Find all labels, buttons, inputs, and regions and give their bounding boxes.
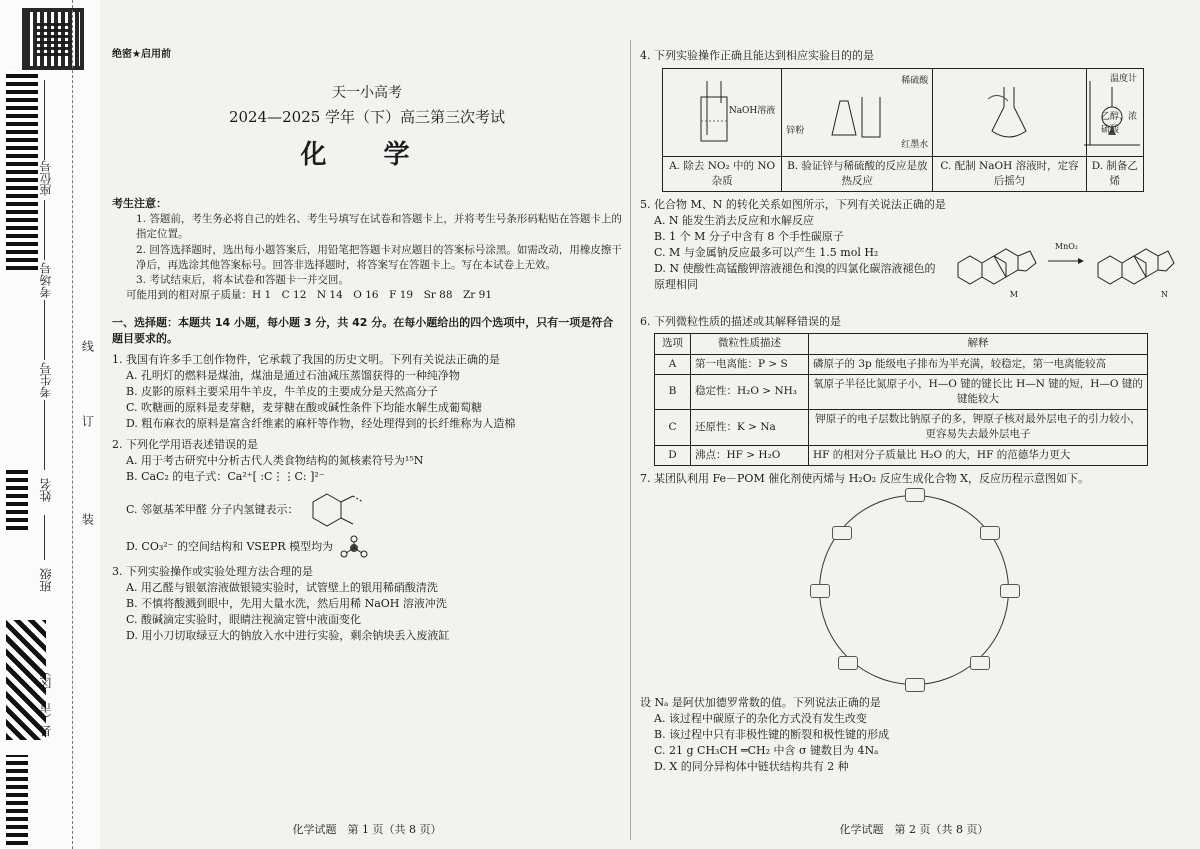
cut-line [72, 0, 73, 849]
flask-u-tube-icon [822, 77, 892, 149]
question-2: 2. 下列化学用语表述错误的是 A. 用于考古研究中分析古代人类食物结构的氮核素符号为¹⁵N B. CaC₂ 的电子式：Ca²⁺[ :C⋮⋮C: ]²⁻ C. 邻氨基苯甲醛 分子内氢键表示： D. CO₃²⁻ 的空间结构和 VSEPR 模型均为 [112, 437, 622, 559]
trigonal-planar-model-icon [339, 535, 369, 559]
catalyst-node-icon [905, 678, 925, 692]
cut-mark: 订 [80, 415, 95, 427]
notice-title: 考生注意： [112, 197, 167, 211]
page-footer: 化学试题 第 2 页（共 8 页） [839, 823, 989, 837]
reaction-cycle-diagram [819, 495, 1009, 685]
notice-item: 2. 回答选择题时，选出每小题答案后，用铅笔把答题卡对应题目的答案标号涂黑。如需改动，用橡皮擦干净后，再选涂其他答案标号。回答非选择题时，将答案写在答题卡上。写在本试卷上无效。 [136, 243, 622, 271]
table-row: A 第一电离能：P > S 磷原子的 3p 能级电子排布为半充满，较稳定，第一电离能较高 [655, 354, 1148, 374]
barcode-stripe [6, 470, 28, 530]
question-1: 1. 我国有许多手工创作物件，它承载了我国的历史文明。下列有关说法正确的是 A. 孔明灯的燃料是煤油，煤油是通过石油减压蒸馏获得的一种纯净物 B. 皮影的原料主要采用牛羊皮，牛羊皮的主要成分是天然高分子 C. 吹糖画的原料是麦芽糖，麦芽糖在酸或碱性条件下均能水解生成葡萄糖 D. 粗布麻衣的原料是富含纤维素的麻杆等作物，经处理得到的长纤维称为人造棉 [112, 353, 516, 431]
page-left [112, 48, 622, 838]
section-heading: 一、选择题：本题共 14 小题，每小题 3 分，共 42 分。在每小题给出的四个选项中，只有一项是符合题目要求的。 [112, 316, 614, 346]
exam-title: 2024—2025 学年（下）高三第三次考试 [228, 107, 506, 126]
field-county: 县（市、区） [39, 665, 53, 737]
hydrogen-bond-structure-icon [307, 488, 367, 532]
field-seat: 座位号 [39, 160, 53, 196]
barcode-stripe [6, 70, 38, 270]
catalyst-node-icon [905, 488, 925, 502]
field-number: 考生号 [39, 362, 53, 398]
catalyst-node-icon [810, 584, 830, 598]
field-room: 考场号 [39, 262, 53, 298]
notice-block [112, 196, 622, 303]
exam-org: 天一小高考 [332, 84, 402, 101]
question-3: 3. 下列实验操作或实验处理方法合理的是 A. 用乙醛与银氨溶液做银镜实验时，试管壁上的银用稀硝酸清洗 B. 不慎将酸溅到眼中，先用大量水洗，然后用稀 NaOH 溶液冲洗 C. 酸碱滴定实验时，眼睛注视滴定管中液面变化 D. 用小刀切取绿豆大的钠放入水中进行实验，剩余钠块丢入废液缸 [112, 564, 450, 642]
notice-item: 1. 答题前，考生务必将自己的姓名、考生号填写在试卷和答题卡上，并将考生号条形码粘贴在答题卡上的指定位置。 [136, 213, 622, 241]
catalyst-node-icon [832, 526, 852, 540]
volumetric-flask-hand-icon [974, 77, 1044, 149]
catalyst-node-icon [1000, 584, 1020, 598]
qr-code-icon [22, 8, 84, 70]
table-row: D 沸点：HF > H₂O HF 的相对分子质量比 H₂O 的大，HF 的范德华力更大 [655, 445, 1148, 465]
steroid-structure-icon [948, 213, 1178, 293]
table-row: C 还原性：K > Na 钾原子的电子层数比钠原子的多，钾原子核对最外层电子的引力较小，更容易失去最外层电子 [655, 410, 1148, 445]
question-4: 4. 下列实验操作正确且能达到相应实验目的的是 NaOH溶液 稀硫酸 锌粉 红墨水 温度计 乙醇、浓硫酸 A. 除去 NO₂ 中的 NO 杂质 B. 验证锌与稀硫酸的反应是放热反应 C. 配制 NaOH 溶液时，定容后摇匀 D. 制备乙烯 [640, 48, 1188, 192]
catalyst-node-icon [980, 526, 1000, 540]
question-5: 5. 化合物 M、N 的转化关系如图所示，下列有关说法正确的是 A. N 能发生消去反应和水解反应 B. 1 个 M 分子中含有 8 个手性碳原子 C. M 与金属钠反应最多可以产生 1.5 mol H₂ D. N 使酸性高锰酸钾溶液褪色和溴的四氯化碳溶液褪色的原理相同 M N MnO₂ [640, 197, 1188, 309]
catalyst-node-icon [838, 656, 858, 670]
barcode-stripe [6, 755, 28, 845]
question-6: 6. 下列微粒性质的描述或其解释错误的是 选项 微粒性质描述 解释 A 第一电离能：P > S 磷原子的 3p 能级电子排布为半充满，较稳定，第一电离能较高 B 稳定性：H₂O > NH₃ 氧原子半径比氮原子小，H—O 键的键长比 H—N 键的短，H—O 键的键能较大 C 还原性：K > Na 钾原子的电子层数比钠原子的多，钾原子核对最外层电子的引力较小，更容易失去最外层电子 D 沸点：HF > H₂O HF 的相对分子质量比 H₂O 的大，HF 的范德华力更大 [640, 314, 1188, 465]
catalyst-node-icon [970, 656, 990, 670]
page-divider [630, 40, 631, 840]
page-footer: 化学试题 第 1 页（共 8 页） [292, 823, 442, 837]
notice-item: 3. 考试结束后，将本试卷和答题卡一并交回。 [136, 274, 349, 287]
binding-strip [0, 0, 100, 849]
field-class: 班级 [39, 568, 53, 592]
table-row: B 稳定性：H₂O > NH₃ 氧原子半径比氮原子小，H—O 键的键长比 H—N 键的短，H—O 键的键能较大 [655, 374, 1148, 409]
q6-table: 选项 微粒性质描述 解释 A 第一电离能：P > S 磷原子的 3p 能级电子排布为半充满，较稳定，第一电离能较高 B 稳定性：H₂O > NH₃ 氧原子半径比氮原子小，H—O 键的键长比 H—N 键的短，H—O 键的键能较大 C 还原性：K > Na 钾原子的电子层数比钠原子的多，钾原子核对最外层电子的引力较小，更容易失去最外层电子 D 沸点：HF > H₂O HF 的相对分子质量比 H₂O 的大，HF 的范德华力更大 [654, 333, 1148, 466]
cut-mark: 线 [80, 340, 95, 352]
question-7: 7. 某团队利用 Fe－POM 催化剂使丙烯与 H₂O₂ 反应生成化合物 X，反应历程示意图如下。 设 Nₐ 是阿伏加德罗常数的值。下列说法正确的是 A. 该过程中碳原子的杂化方式没有发生改变 B. 该过程中只有非极性键的断裂和极性键的形成 C. 21 g CH₃CH ═CH₂ 中含 σ 键数目为 4Nₐ D. X 的同分异构体中链状结构共有 2 种 [640, 471, 1089, 773]
cut-mark: 装 [80, 513, 95, 525]
subject-title: 化 学 [300, 139, 434, 170]
secret-mark: 绝密★启用前 [112, 49, 171, 60]
field-name: 姓名 [39, 478, 53, 502]
q4-table: NaOH溶液 稀硫酸 锌粉 红墨水 温度计 乙醇、浓硫酸 A. 除去 NO₂ 中的 NO 杂质 B. 验证锌与稀硫酸的反应是放热反应 C. 配制 NaOH 溶液时，定容后摇匀 D. 制备乙烯 [662, 68, 1144, 192]
page-right [640, 48, 1188, 838]
atomic-mass: 可能用到的相对原子质量：H 1 C 12 N 14 O 16 F 19 Sr 88 Zr 91 [126, 289, 493, 302]
